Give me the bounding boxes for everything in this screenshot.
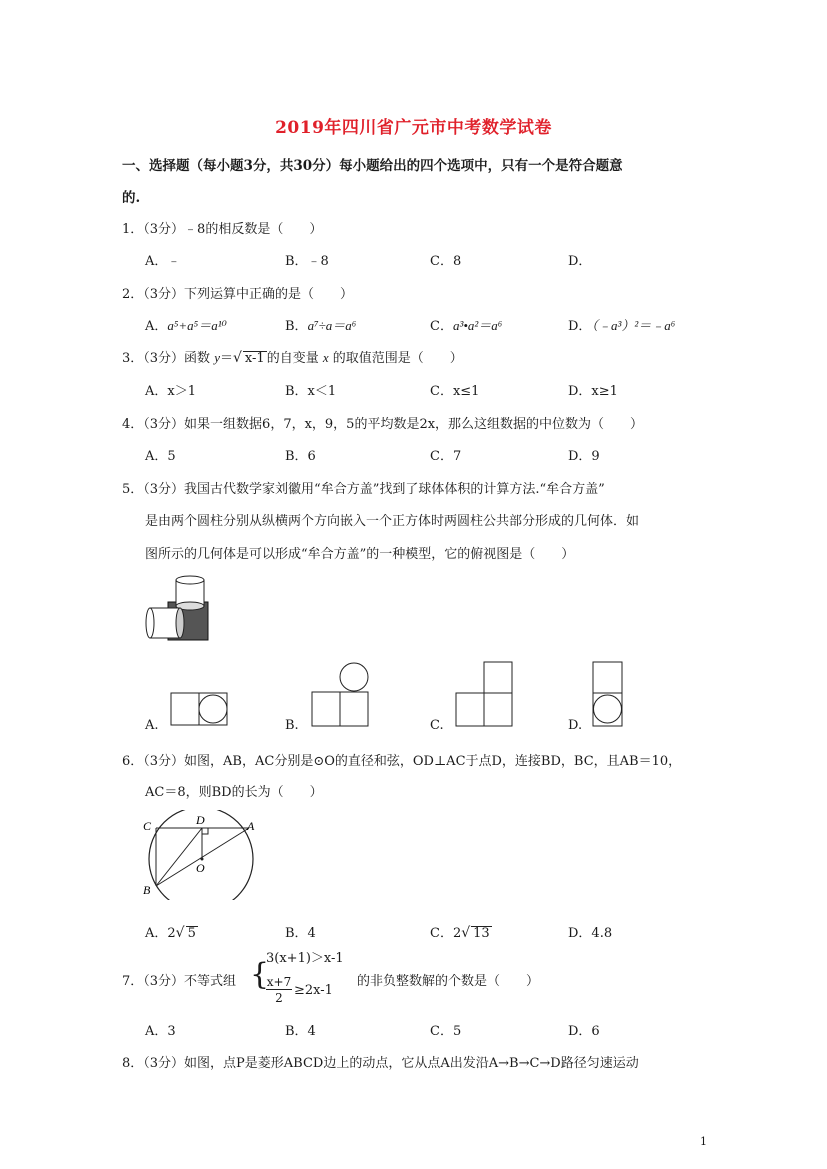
question-7-stem-pre: 7．（3分）不等式组 bbox=[122, 974, 237, 989]
q3-option-c: C．x≤1 bbox=[430, 384, 480, 399]
q2-option-c: C．a³•a²＝a⁶ bbox=[430, 318, 503, 334]
question-3-stem: 3．（3分）函数 y＝√ x-1 的自变量 x 的取值范围是（ ） bbox=[122, 350, 463, 366]
q4-option-b: B．6 bbox=[285, 449, 316, 464]
q1-option-d: D． bbox=[568, 254, 592, 269]
q5-option-c: C. bbox=[430, 718, 444, 733]
label-d: D bbox=[196, 813, 205, 827]
question-7-stem-post: 的非负整数解的个数是（ ） bbox=[357, 974, 540, 989]
question-1-stem: 1．（3分）﹣8的相反数是（ ） bbox=[122, 222, 323, 237]
question-4-stem: 4．（3分）如果一组数据6，7，x，9，5的平均数是2x，那么这组数据的中位数为（ ） bbox=[122, 417, 644, 432]
q2-option-a: A．a⁵+a⁵＝a¹⁰ bbox=[145, 318, 227, 334]
question-8-stem: 8．（3分）如图，点P是菱形ABCD边上的动点，它从点A出发沿A→B→C→D路径匀速运动 bbox=[122, 1056, 639, 1071]
question-5-line1: 5．（3分）我国古代数学家刘徽用“牟合方盖”找到了球体体积的计算方法.“牟合方盖” bbox=[122, 482, 605, 497]
q5-option-a-figure bbox=[170, 692, 228, 726]
q6-option-b: B．4 bbox=[285, 926, 316, 941]
q3-option-a: A．x＞1 bbox=[145, 384, 196, 399]
q7-inequality-1: 3(x+1)＞x-1 bbox=[266, 951, 344, 966]
question-6-line2: AC＝8，则BD的长为（ ） bbox=[145, 785, 323, 800]
q6-option-d: D．4.8 bbox=[568, 926, 613, 941]
q7-inequality-2: ≥2x-1 bbox=[294, 983, 333, 998]
label-b: B bbox=[143, 883, 151, 897]
q5-option-c-figure bbox=[455, 661, 513, 727]
q7-option-a: A．3 bbox=[145, 1024, 176, 1039]
page-title: 2019年四川省广元市中考数学试卷 bbox=[275, 118, 552, 138]
q7-fraction-denominator: 2 bbox=[275, 991, 283, 1005]
q7-option-b: B．4 bbox=[285, 1024, 316, 1039]
label-a: A bbox=[247, 819, 255, 833]
q5-option-a: A. bbox=[145, 718, 159, 733]
q3-option-d: D．x≥1 bbox=[568, 384, 618, 399]
q5-option-b: B. bbox=[285, 718, 299, 733]
q5-option-d-figure bbox=[592, 661, 624, 727]
q7-fraction-numerator: x+7 bbox=[266, 975, 292, 989]
section-heading-line1: 一、选择题（每小题3分，共30分）每小题给出的四个选项中，只有一个是符合题意 bbox=[122, 158, 623, 174]
question-2-stem: 2．（3分）下列运算中正确的是（ ） bbox=[122, 287, 354, 302]
question-6-line1: 6．（3分）如图，AB，AC分别是⊙O的直径和弦，OD⊥AC于点D，连接BD，BC，且AB＝10， bbox=[122, 754, 682, 769]
q6-option-c: C．2√ 13 bbox=[430, 925, 490, 941]
q7-brace: { bbox=[250, 957, 270, 992]
q1-option-a: A．﹣ bbox=[145, 254, 181, 269]
q5-option-d: D. bbox=[568, 718, 583, 733]
label-o: O bbox=[196, 861, 205, 875]
q1-option-c: C．8 bbox=[430, 254, 462, 269]
q7-option-c: C．5 bbox=[430, 1024, 462, 1039]
q2-option-b: B．a⁷÷a＝a⁶ bbox=[285, 318, 357, 334]
q3-option-b: B．x＜1 bbox=[285, 384, 337, 399]
q6-option-a: A．2√ 5 bbox=[145, 925, 196, 941]
q1-option-b: B．﹣8 bbox=[285, 254, 329, 269]
q6-circle-diagram bbox=[140, 810, 265, 900]
question-5-line2: 是由两个圆柱分别从纵横两个方向嵌入一个正方体时两圆柱公共部分形成的几何体．如 bbox=[145, 514, 640, 529]
sqrt-radicand: x-1 bbox=[244, 351, 265, 366]
q4-option-c: C．7 bbox=[430, 449, 462, 464]
q4-option-a: A．5 bbox=[145, 449, 176, 464]
page-number: 1 bbox=[700, 1135, 707, 1148]
label-c: C bbox=[143, 819, 152, 833]
q5-option-b-figure bbox=[311, 661, 369, 727]
q5-solid-figure bbox=[140, 572, 220, 652]
q7-option-d: D．6 bbox=[568, 1024, 600, 1039]
q4-option-d: D．9 bbox=[568, 449, 600, 464]
question-5-line3: 图所示的几何体是可以形成“牟合方盖”的一种模型，它的俯视图是（ ） bbox=[145, 547, 575, 562]
q2-option-d: D．（﹣a³）²＝﹣a⁶ bbox=[568, 318, 676, 334]
section-heading-line2: 的. bbox=[122, 190, 141, 206]
